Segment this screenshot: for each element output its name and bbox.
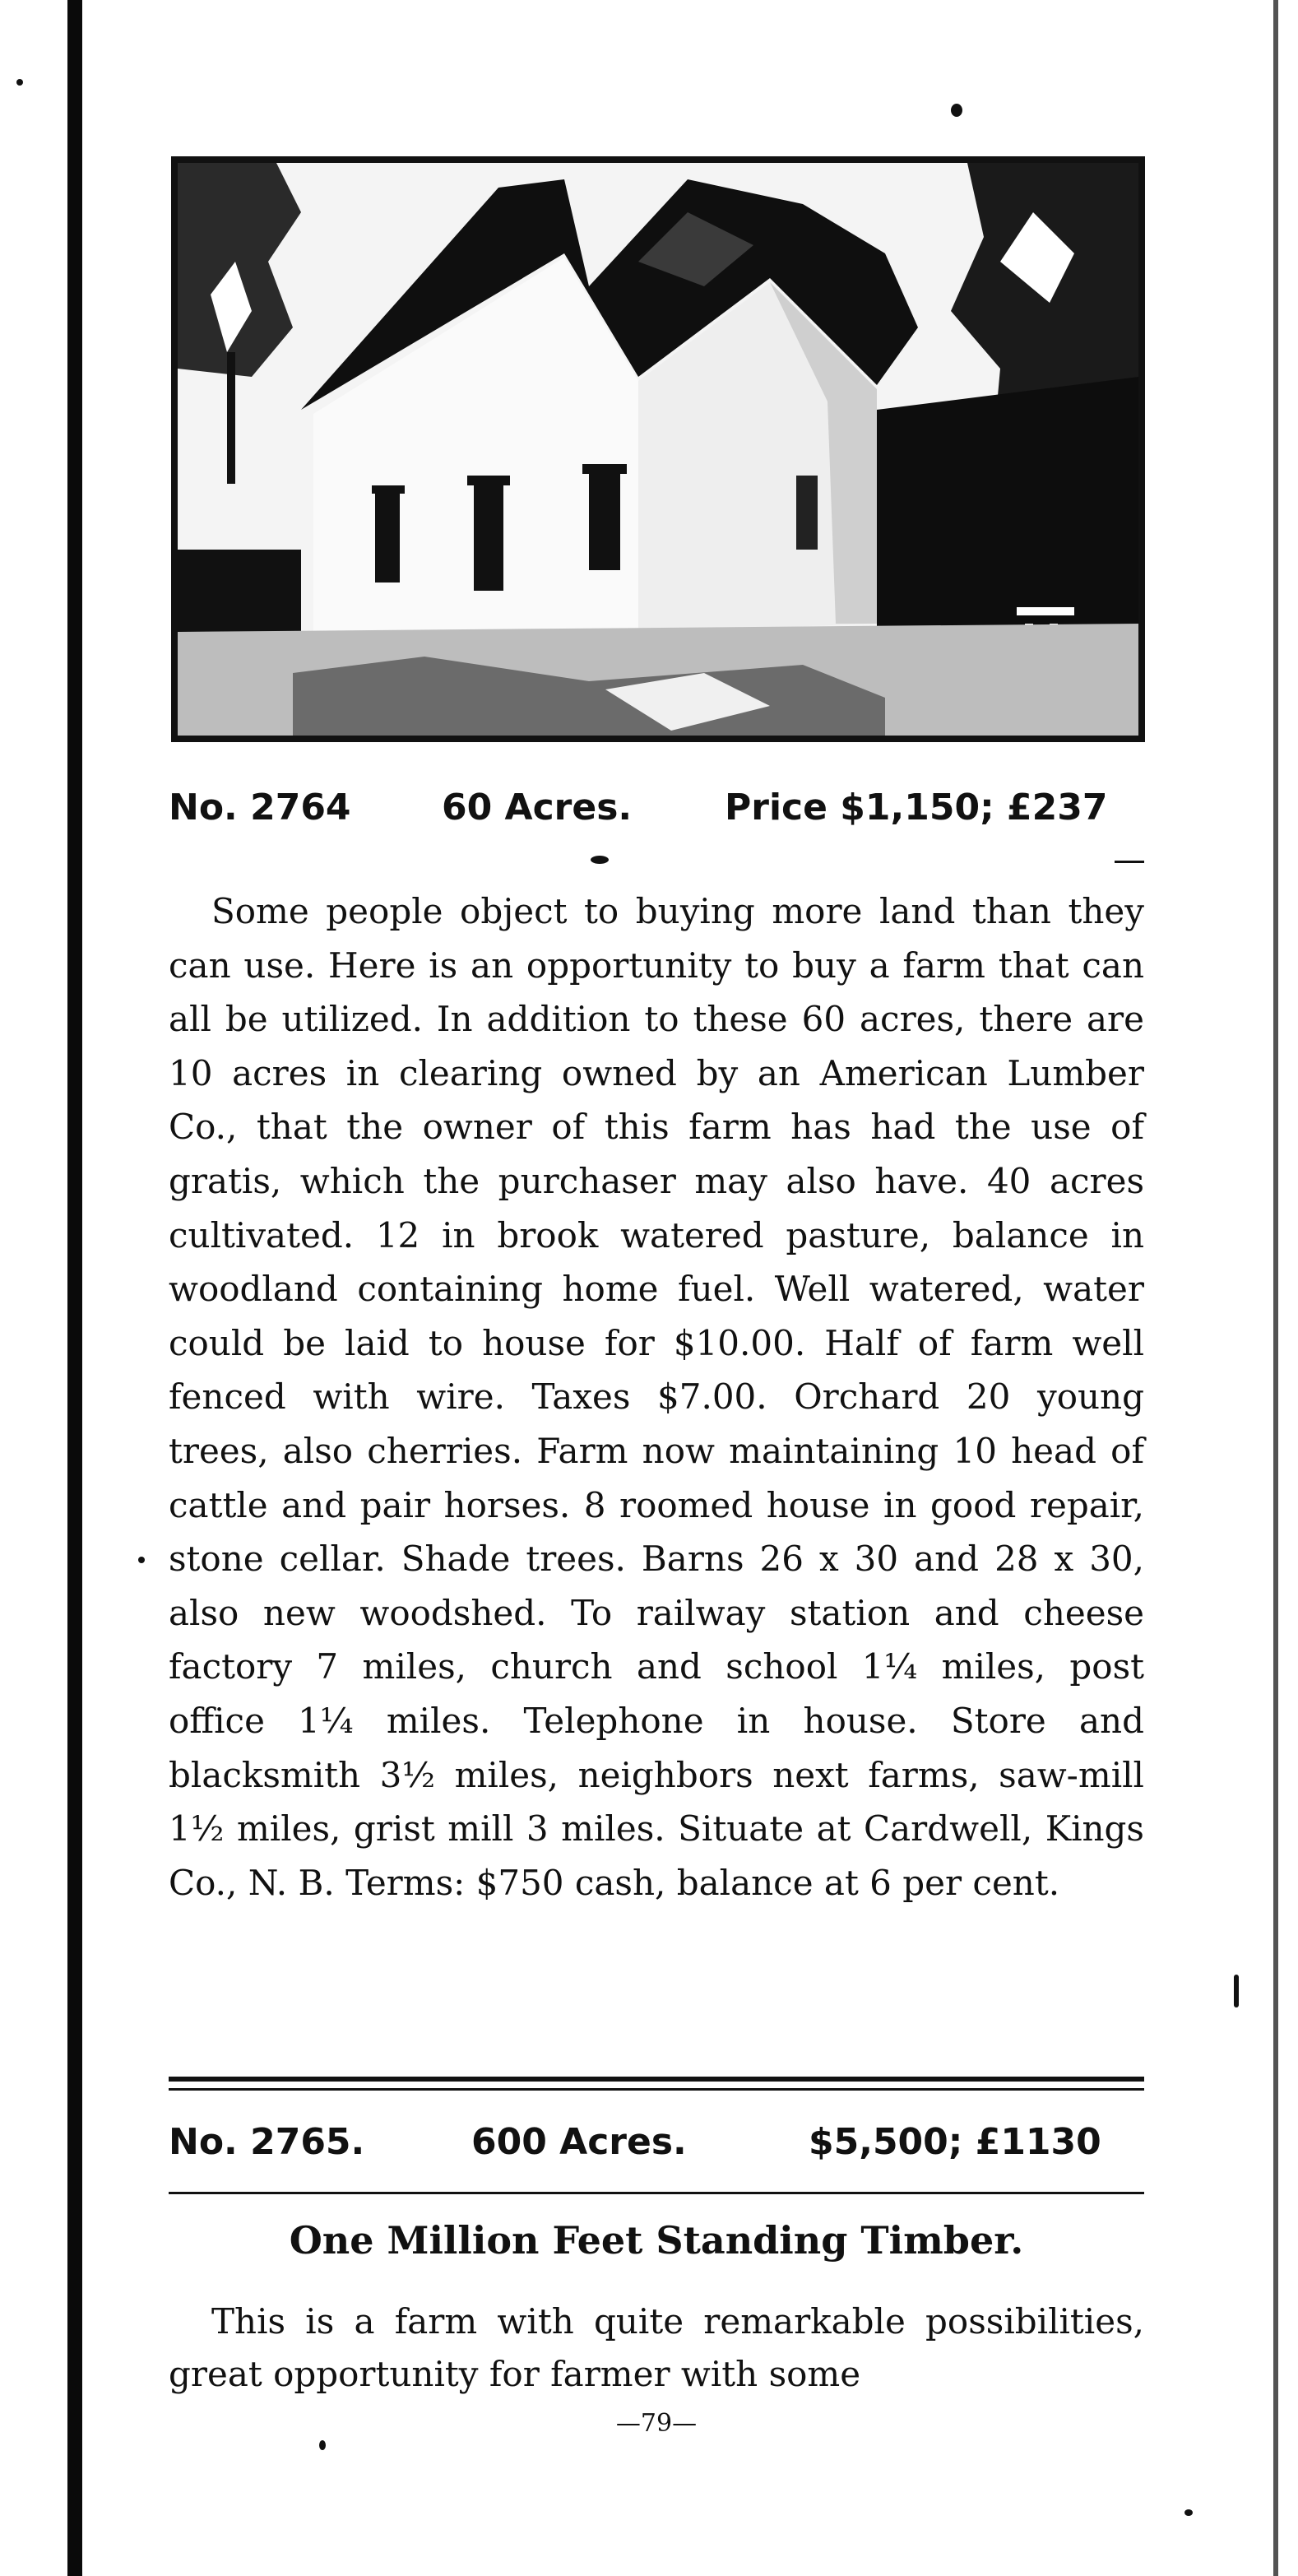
ink-speck — [1184, 2509, 1193, 2516]
farmhouse-photo-illustration — [178, 163, 1138, 736]
listing-2765-subheading: One Million Feet Standing Timber. — [289, 2218, 1024, 2263]
listing-acreage: 60 Acres. — [442, 787, 633, 828]
double-rule-bottom — [169, 2088, 1144, 2091]
farmhouse-photo — [171, 156, 1145, 742]
ink-speck — [951, 104, 962, 117]
listing-2764-header — [169, 773, 1147, 839]
ink-speck — [138, 1557, 145, 1563]
listing-price: $5,500; £1130 — [809, 2121, 1101, 2163]
listing-price: Price $1,150; £237 — [725, 787, 1108, 828]
ink-speck — [319, 2440, 326, 2450]
listing-number: No. 2764 — [169, 787, 351, 828]
page-right-edge — [1273, 0, 1278, 2576]
ink-speck — [591, 856, 609, 864]
listing-acreage: 600 Acres. — [471, 2121, 687, 2163]
ink-speck — [1234, 1975, 1239, 2007]
listing-2765-description: This is a farm with quite remarkable possibilities, great opportunity for farmer with some — [169, 2301, 1144, 2394]
listing-2765-header — [169, 2114, 1147, 2172]
page-binding-edge — [67, 0, 82, 2576]
page-number: —79— — [615, 2409, 698, 2438]
double-rule-top — [169, 2077, 1144, 2082]
listing-2764-description: Some people object to buying more land than they can use. Here is an opportunity to buy a farm that can all be utilized. In addition to these 60 acres, there are 10 acres in clearing owned by an American Lumber Co., that the owner of this farm has had the use of gratis, which the purchaser may also have. 40 acres cultivated. 12 in brook watered pasture, balance in woodland containing home fuel. Well watered, water could be laid to house for $10.00. Half of farm well fenced with wire. Taxes $7.00. Orchard 20 young trees, also cherries. Farm now maintaining 10 head of cattle and pair horses. 8 roomed house in good repair, stone cellar. Shade trees. Barns 26 x 30 and 28 x 30, also new woodshed. To railway station and cheese factory 7 miles, church and school 1¼ miles, post office 1¼ miles. Telephone in house. Store and blacksmith 3½ miles, neighbors next farms, saw-mill 1½ miles, grist mill 3 miles. Situate at Cardwell, Kings Co., N. B. Terms: $750 cash, balance at 6 per cent. — [169, 891, 1144, 1903]
short-divider — [1115, 861, 1144, 863]
ink-speck — [16, 79, 23, 86]
listing-number: No. 2765. — [169, 2121, 365, 2163]
header-underline — [169, 2192, 1144, 2194]
